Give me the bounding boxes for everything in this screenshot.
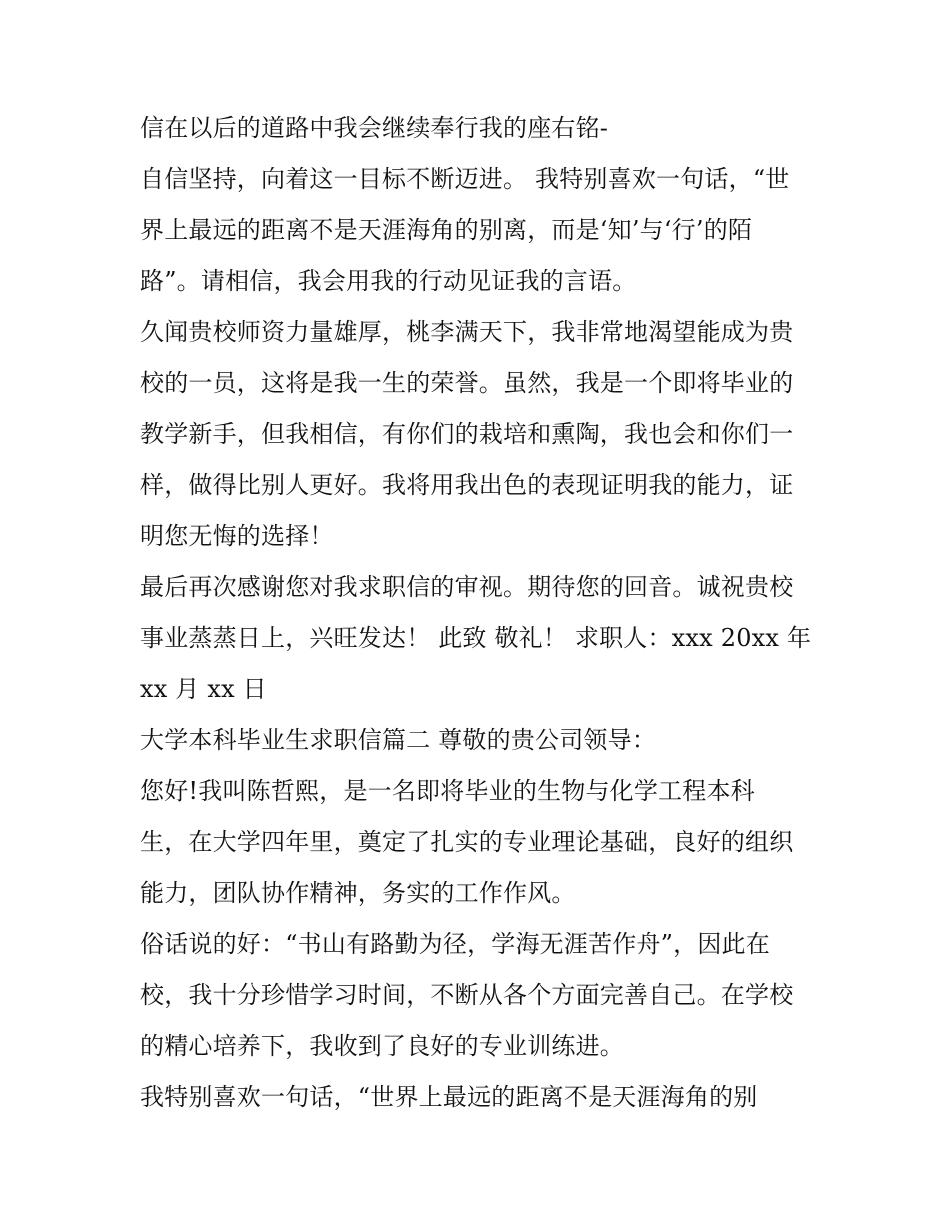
text-line: 生，在大学四年里，奠定了扎实的专业理论基础，良好的组织 [140,828,794,856]
text-line: 您好!我叫陈哲熙，是一名即将毕业的生物与化学工程本科 [140,777,755,805]
text-line: 的精心培养下，我收到了良好的专业训练进。 [140,1032,624,1060]
text-line: 教学新手，但我相信，有你们的栽培和熏陶，我也会和你们一 [140,420,794,448]
document-body [140,103,820,1123]
text-line: 俗话说的好：“书山有路勤为径，学海无涯苦作舟”，因此在 [140,930,770,958]
text-line: 路”。请相信，我会用我的行动见证我的言语。 [140,267,637,295]
text-line: 久闻贵校师资力量雄厚，桃李满天下，我非常地渴望能成为贵 [140,318,794,346]
text-line: 校，我十分珍惜学习时间，不断从各个方面完善自己。在学校 [140,981,794,1009]
text-line: 样，做得比别人更好。我将用我出色的表现证明我的能力，证 [140,471,794,499]
text-line: 能力，团队协作精神，务实的工作作风。 [140,879,576,907]
text-line: xx 月 xx 日 [140,675,267,703]
text-line: 我特别喜欢一句话，“世界上最远的距离不是天涯海角的别 [140,1083,758,1111]
text-line: 自信坚持，向着这一目标不断迈进。 我特别喜欢一句话，“世 [140,165,790,193]
section-heading: 大学本科毕业生求职信篇二 尊敬的贵公司领导： [140,726,657,754]
text-line: 校的一员，这将是我一生的荣誉。虽然，我是一个即将毕业的 [140,369,794,397]
text-line: 事业蒸蒸日上，兴旺发达！ 此致 敬礼！ 求职人：xxx 20xx 年 [140,624,812,652]
text-line: 界上最远的距离不是天涯海角的别离，而是‘知’与‘行’的陌 [140,216,753,244]
text-line: 信在以后的道路中我会继续奉行我的座右铭- [140,114,609,142]
text-line: 明您无悔的选择！ [140,522,334,550]
text-line: 最后再次感谢您对我求职信的审视。期待您的回音。诚祝贵校 [140,573,794,601]
